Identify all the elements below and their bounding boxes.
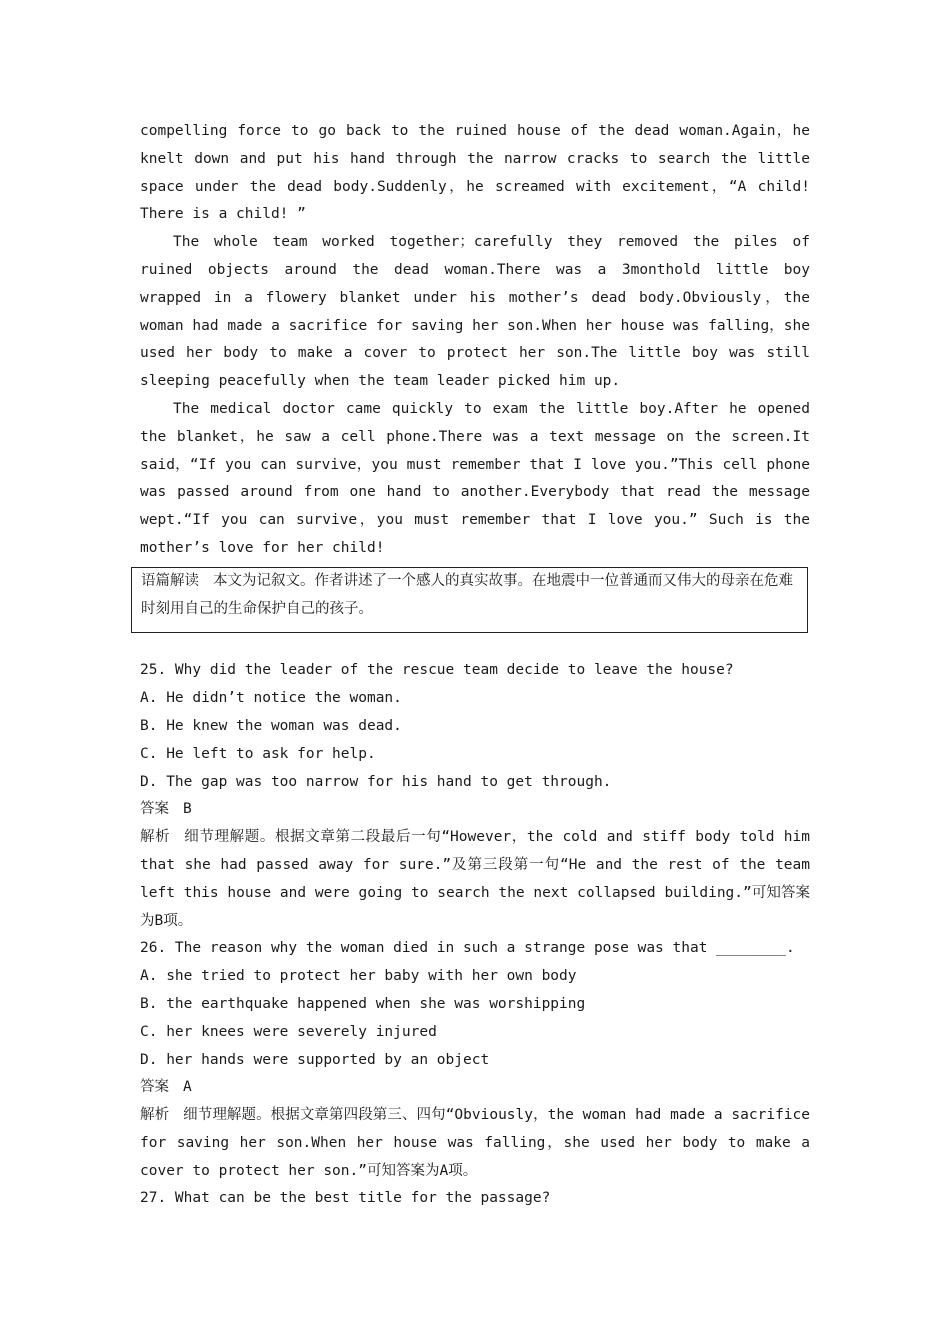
summary-label: 语篇解读 — [141, 572, 199, 589]
answer-value: A — [183, 1079, 192, 1096]
question-25-option-a: A. He didn’t notice the woman. — [140, 690, 402, 707]
question-26-option-b: B. the earthquake happened when she was worshipping — [140, 995, 586, 1012]
question-25-analysis — [140, 824, 810, 935]
analysis-text: 细节理解题。根据文章第二段最后一句“However，the cold and stiff body told him that she had passed away for sure.”及第三段第一句“He and the rest of the team left this house and were going to search the next collapsed building.”可知答案为B项。 — [140, 829, 810, 929]
question-26-option-c: C. her knees were severely injured — [140, 1023, 437, 1040]
analysis-label: 解析 — [140, 1107, 170, 1124]
question-25-option-d: D. The gap was too narrow for his hand to get through. — [140, 773, 612, 790]
analysis-label: 解析 — [140, 829, 171, 846]
question-25-option-b: B. He knew the woman was dead. — [140, 717, 402, 734]
question-26-answer — [140, 1074, 810, 1102]
page-content — [140, 118, 810, 1213]
passage-paragraph-2: The whole team worked together；carefully they removed the piles of ruined objects around the dead woman.There was a 3monthold little boy wrapped in a flowery blanket under his mother’s dead body.Obviously，the woman had made a sacrifice for saving her son.When her house was falling，she used her body to make a cover to protect her son.The little boy was still sleeping peacefully when the team leader picked him up. — [140, 234, 810, 390]
answer-label: 答案 — [140, 801, 169, 818]
question-26-stem: 26. The reason why the woman died in such a strange pose was that ________. — [140, 940, 795, 957]
summary-text: 本文为记叙文。作者讲述了一个感人的真实故事。在地震中一位普通而又伟大的母亲在危难时刻用自己的生命保护自己的孩子。 — [141, 572, 793, 617]
passage-summary-box — [131, 567, 808, 634]
question-27-stem: 27. What can be the best title for the passage? — [140, 1190, 551, 1207]
answer-value: B — [183, 801, 192, 818]
question-25-option-c: C. He left to ask for help. — [140, 745, 376, 762]
passage-paragraph-1: compelling force to go back to the ruined house of the dead woman.Again，he knelt down and put his hand through the narrow cracks to search the little space under the dead body.Suddenly，he screamed with excitement，“A child! There is a child! ” — [140, 123, 810, 223]
question-26-option-a: A. she tried to protect her baby with her own body — [140, 968, 577, 985]
question-26-option-d: D. her hands were supported by an object — [140, 1051, 490, 1068]
analysis-text: 细节理解题。根据文章第四段第三、四句“Obviously，the woman had made a sacrifice for saving her son.When her house was falling，she used her body to make a cover to protect her son.”可知答案为A项。 — [140, 1107, 810, 1179]
question-25-answer — [140, 796, 810, 824]
question-26-analysis — [140, 1102, 810, 1185]
spacer — [140, 633, 810, 657]
passage-paragraph-3: The medical doctor came quickly to exam the little boy.After he opened the blanket，he saw a cell phone.There was a text message on the screen.It said，“If you can survive，you must remember that I love you.”This cell phone was passed around from one hand to another.Everybody that read the message wept.“If you can survive，you must remember that I love you.” Such is the mother’s love for her child! — [140, 400, 810, 556]
question-25-stem: 25. Why did the leader of the rescue team decide to leave the house? — [140, 662, 734, 679]
answer-label: 答案 — [140, 1079, 169, 1096]
